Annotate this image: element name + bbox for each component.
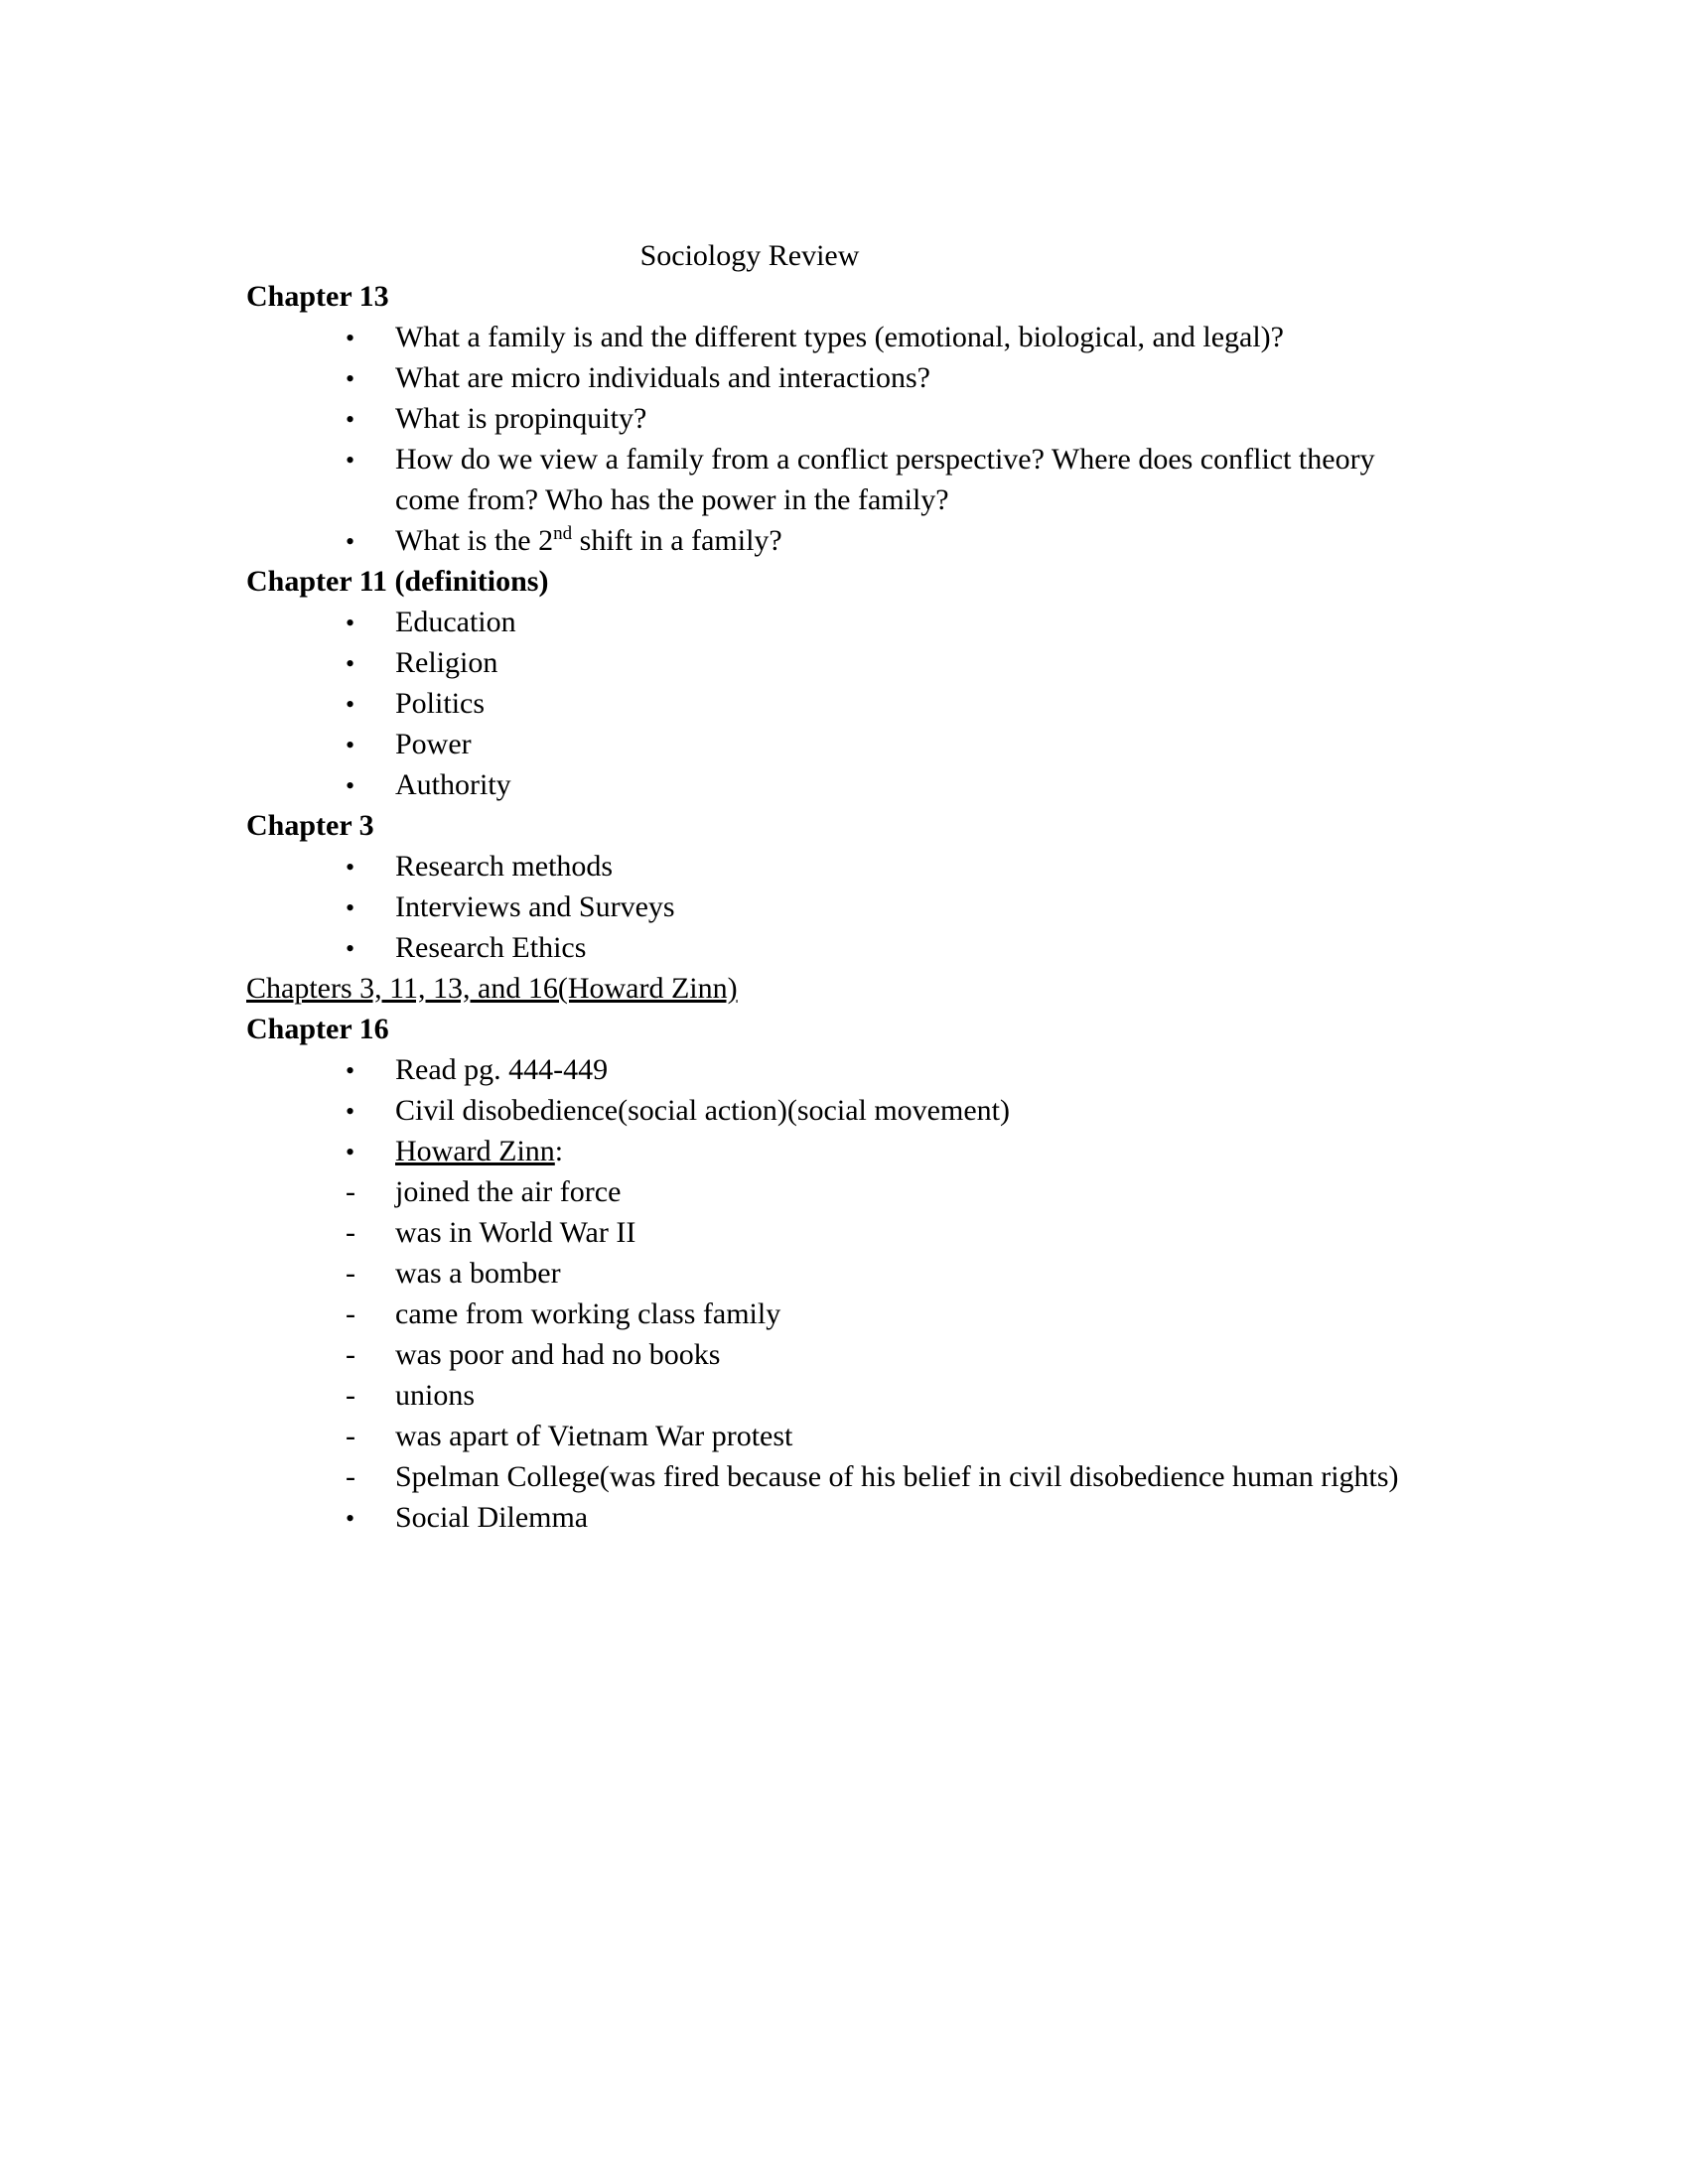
list-item-text: Research methods <box>395 850 614 883</box>
list-item-text: Politics <box>395 687 486 720</box>
bullet-dash-icon <box>346 1294 375 1334</box>
section-heading-chapter-16: Chapter 16 <box>246 1013 389 1045</box>
list-item-text: was apart of Vietnam War protest <box>395 1420 793 1452</box>
section-heading-chapter-3: Chapter 3 <box>246 809 374 842</box>
bullet-dot-icon <box>346 724 375 765</box>
bullet-dash-icon <box>346 1334 375 1375</box>
section-chapter-11 <box>0 561 1688 805</box>
section-heading-chapter-11: Chapter 11 (definitions) <box>246 565 549 598</box>
list-item <box>0 1171 1688 1212</box>
section-chapter-16 <box>0 1009 1688 1538</box>
bullet-dot-icon <box>346 1497 375 1539</box>
howard-zinn-underlined-label: Howard Zinn <box>395 1135 555 1167</box>
list-item <box>0 724 1688 764</box>
bullet-dot-icon <box>346 398 375 440</box>
list-item-text: came from working class family <box>395 1297 781 1330</box>
list-item <box>0 1375 1688 1416</box>
list-item <box>0 1416 1688 1456</box>
bullet-dot-icon <box>346 764 375 806</box>
bullet-dot-icon <box>346 439 375 480</box>
list-item <box>0 439 1688 520</box>
section-chapter-13 <box>0 276 1688 561</box>
section-heading-chapter-13: Chapter 13 <box>246 280 389 313</box>
bullet-dot-icon <box>346 1049 375 1091</box>
list-item <box>0 602 1688 642</box>
list-item <box>0 927 1688 968</box>
list-item-text: What is propinquity? <box>395 402 647 435</box>
list-item <box>0 1334 1688 1375</box>
list-item <box>0 1294 1688 1334</box>
list-item <box>0 398 1688 439</box>
list-item <box>0 764 1688 805</box>
list-item <box>0 1456 1688 1497</box>
bullet-dot-icon <box>346 887 375 928</box>
list-item <box>0 683 1688 724</box>
list-item-text: How do we view a family from a conflict perspective? Where does conflict theory come from? Who has the power in the family? <box>395 443 1375 516</box>
list-item-text: Authority <box>395 768 511 801</box>
bullet-dot-icon <box>346 1131 375 1172</box>
list-item-text: Interviews and Surveys <box>395 890 675 923</box>
list-item-text-after-superscript: shift in a family? <box>572 524 782 557</box>
list-item-text: Civil disobedience(social action)(social movement) <box>395 1094 1010 1127</box>
list-item-text: Power <box>395 728 472 760</box>
bullet-dash-icon <box>346 1253 375 1294</box>
bullet-dash-icon <box>346 1456 375 1497</box>
bullet-dash-icon <box>346 1212 375 1253</box>
list-item-text: Social Dilemma <box>395 1501 589 1534</box>
bullet-dot-icon <box>346 927 375 969</box>
bullet-dot-icon <box>346 602 375 643</box>
list-item <box>0 1131 1688 1171</box>
list-item-text: Religion <box>395 646 498 679</box>
bullet-dot-icon <box>346 357 375 399</box>
bullet-dot-icon <box>346 683 375 725</box>
bullet-dash-icon <box>346 1171 375 1212</box>
list-item <box>0 846 1688 887</box>
bullet-list-chapter-16 <box>0 1049 1688 1538</box>
list-item-text: Spelman College(was fired because of his belief in civil disobedience human rights) <box>395 1460 1399 1493</box>
list-item-text: unions <box>395 1379 476 1412</box>
chapters-summary-text: Chapters 3, 11, 13, and 16(Howard Zinn) <box>246 972 738 1005</box>
bullet-dot-icon <box>346 846 375 887</box>
section-chapter-3 <box>0 805 1688 968</box>
list-item-text: Research Ethics <box>395 931 587 964</box>
list-item-text: was in World War II <box>395 1216 636 1249</box>
list-item <box>0 357 1688 398</box>
list-item-text: What are micro individuals and interactions? <box>395 361 930 394</box>
list-item <box>0 1090 1688 1131</box>
bullet-list-chapter-11 <box>0 602 1688 805</box>
bullet-dot-icon <box>346 642 375 684</box>
list-item-text: was poor and had no books <box>395 1338 721 1371</box>
bullet-dot-icon <box>346 1090 375 1132</box>
list-item <box>0 887 1688 927</box>
list-item-text: Education <box>395 606 516 638</box>
page-title: Sociology Review <box>639 239 860 272</box>
ordinal-superscript: nd <box>553 523 573 544</box>
list-item-text-before-superscript: What is the 2 <box>395 524 554 557</box>
list-item-text: joined the air force <box>395 1175 622 1208</box>
list-item <box>0 317 1688 357</box>
bullet-list-chapter-13 <box>0 317 1688 561</box>
list-item-text: was a bomber <box>395 1257 561 1290</box>
chapters-summary-line <box>0 968 1688 1009</box>
bullet-dot-icon <box>346 520 375 562</box>
list-item <box>0 1497 1688 1538</box>
list-item-text: Read pg. 444-449 <box>395 1053 609 1086</box>
bullet-dot-icon <box>346 317 375 358</box>
bullet-dash-icon <box>346 1416 375 1456</box>
list-item <box>0 1253 1688 1294</box>
bullet-list-chapter-3 <box>0 846 1688 968</box>
bullet-dash-icon <box>346 1375 375 1416</box>
list-item <box>0 520 1688 561</box>
list-item <box>0 1049 1688 1090</box>
list-item <box>0 642 1688 683</box>
list-item-text: What a family is and the different types (emotional, biological, and legal)? <box>395 321 1284 353</box>
howard-zinn-colon: : <box>554 1135 564 1167</box>
list-item <box>0 1212 1688 1253</box>
